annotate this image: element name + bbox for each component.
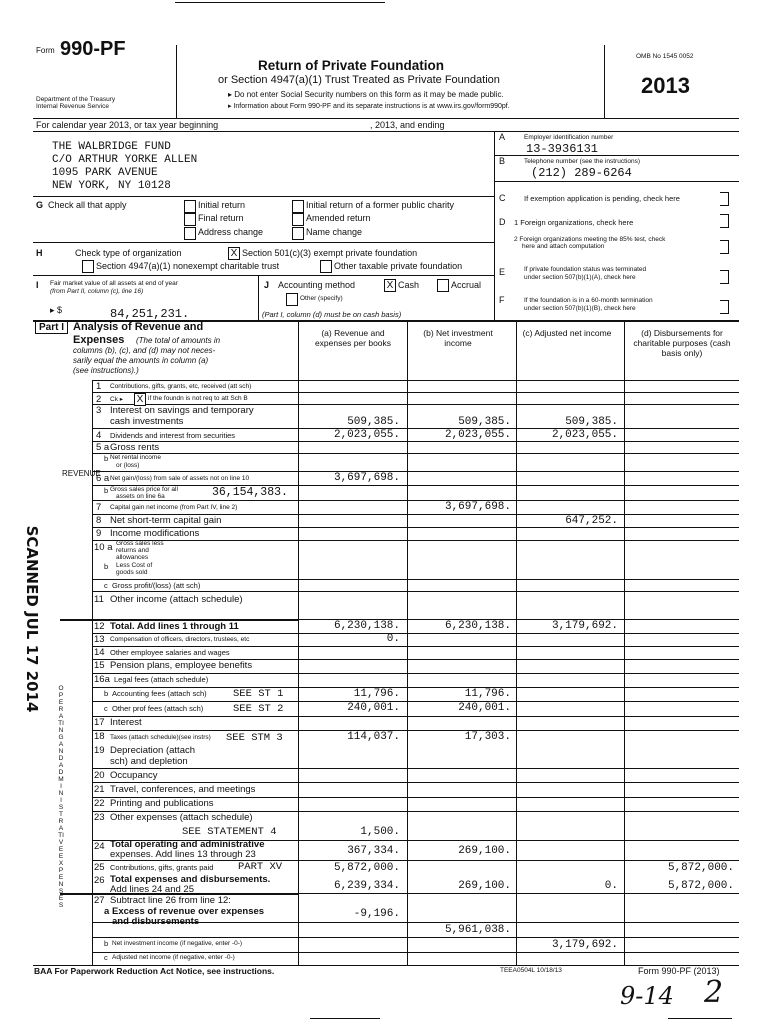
line-8: Net short-term capital gain [110, 515, 222, 526]
amount-a27a: -9,196. [353, 908, 400, 920]
col-b-header: (b) Net investment income [423, 328, 493, 348]
terminated-text2: under section 507(b)(1)(A), check here [524, 274, 636, 281]
line-5b2: or (loss) [116, 462, 140, 469]
amount-a16c: 240,001. [347, 702, 400, 714]
line-2-ck: Ck ▸ [110, 396, 124, 403]
label-h: H [36, 248, 43, 258]
line-27a2: and disbursements [112, 916, 200, 927]
amount-a23: 1,500. [360, 826, 400, 838]
line-1: Contributions, gifts, grants, etc, received (att sch) [110, 383, 252, 390]
line-6a: Net gain/(loss) from sale of assets not on line 10 [110, 475, 250, 482]
sixty-month-text2: under section 507(b)(1)(B), check here [524, 305, 636, 312]
fmv-text2: (from Part II, column (c), line 16) [50, 288, 144, 295]
line-17: Interest [110, 717, 142, 728]
line-10b-2: goods sold [116, 569, 148, 576]
line-10c: Gross profit/(loss) (att sch) [112, 581, 201, 590]
terminated-checkbox[interactable] [720, 270, 729, 284]
line-18: Taxes (attach schedule)(see instrs) [110, 734, 211, 741]
line-12: Total. Add lines 1 through 11 [110, 621, 239, 632]
line-19a: Depreciation (attach [110, 745, 196, 756]
line-22: Printing and publications [110, 798, 214, 809]
phone-label: Telephone number (see the instructions) [524, 158, 640, 165]
form-title: Return of Private Foundation [258, 58, 445, 73]
calendar-mid: , 2013, and ending [370, 120, 445, 130]
line-4: Dividends and interest from securities [110, 431, 236, 440]
line-24a: Total operating and administrative [110, 839, 265, 850]
line-20: Occupancy [110, 770, 158, 781]
foreign-85-text1: 2 Foreign organizations meeting the 85% test, check [514, 236, 666, 243]
line-6b2: assets on line 6a [116, 493, 165, 500]
cash-basis-note: (Part I, column (d) must be on cash basis) [262, 310, 402, 319]
amount-b27b: 5,961,038. [444, 924, 511, 936]
amount-c27c: 3,179,692. [551, 939, 618, 951]
amount-a4: 2,023,055. [333, 429, 400, 441]
tax-year: 2013 [641, 73, 690, 98]
dept-line2: Internal Revenue Service [36, 103, 109, 110]
former-public-charity-label: Initial return of a former public charity [306, 200, 455, 210]
foreign-85-text2: here and attach computation [522, 243, 605, 250]
line-16a: Legal fees (attach schedule) [114, 675, 209, 684]
form-number: 990-PF [60, 38, 126, 60]
label-j: J [264, 280, 270, 290]
scanned-stamp [20, 520, 42, 720]
label-e: E [499, 267, 506, 277]
gross-sales-amount: 36,154,383. [212, 486, 288, 499]
amount-a26: 6,239,334. [333, 880, 400, 892]
label-i: I [36, 280, 39, 290]
part-i-desc1: (The total of amounts in [136, 336, 221, 345]
fmv-text1: Fair market value of all assets at end of year [50, 280, 178, 287]
line-3b: cash investments [110, 416, 184, 427]
address-change-checkbox[interactable] [184, 227, 196, 240]
amount-a12: 6,230,138. [333, 620, 400, 632]
org-type-text: Check type of organization [75, 248, 182, 258]
amount-a24: 367,334. [347, 845, 400, 857]
footer-code: TEEA0504L 10/18/13 [500, 967, 562, 974]
amount-a16b: 11,796. [353, 688, 400, 700]
line-13: Compensation of officers, directors, trustees, etc [110, 636, 250, 643]
accrual-label: Accrual [451, 280, 482, 290]
name-change-label: Name change [306, 227, 363, 237]
other-taxable-checkbox[interactable] [320, 260, 332, 273]
amount-d26: 5,872,000. [667, 880, 734, 892]
cash-label: Cash [398, 280, 420, 290]
line-26a: Total expenses and disbursements. [110, 874, 271, 885]
line-23-ref: SEE STATEMENT 4 [182, 826, 277, 838]
notice-ssn: ▸ Do not enter Social Security numbers on this form as it may be made public. [228, 90, 504, 99]
amount-b24: 269,100. [458, 845, 511, 857]
part-i-desc3: sarily equal the amounts in column (a) [73, 356, 209, 365]
line-27: Subtract line 26 from line 12: [110, 895, 231, 906]
line-27a1: Excess of revenue over expenses [112, 906, 265, 917]
ein-value: 13-3936131 [526, 142, 599, 156]
notice-info: ▸ Information about Form 990-PF and its separate instructions is at www.irs.gov/form990pf. [228, 103, 510, 110]
amount-b3: 509,385. [458, 416, 511, 428]
schedule-b-checkbox[interactable]: X [134, 393, 146, 406]
amount-b18: 17,303. [464, 731, 511, 743]
line-7: Capital gain net income (from Part IV, line 2) [110, 504, 238, 511]
line-24b: expenses. Add lines 13 through 23 [110, 849, 256, 860]
line-23: Other expenses (attach schedule) [110, 812, 253, 823]
line-14: Other employee salaries and wages [110, 648, 230, 657]
check-all-text: Check all that apply [48, 200, 127, 210]
fmv-dollar: ▸ $ [50, 305, 63, 315]
amount-d25: 5,872,000. [667, 862, 734, 874]
exemption-pending-text: If exemption application is pending, check here [524, 194, 680, 203]
amended-return-checkbox[interactable] [292, 213, 304, 226]
label-d: D [499, 217, 506, 227]
line-10a-1: Gross sales less [116, 540, 164, 547]
nonexempt-trust-label: Section 4947(a)(1) nonexempt charitable trust [96, 261, 280, 271]
line-6b1: Gross sales price for all [110, 486, 178, 493]
label-c: C [499, 193, 506, 203]
other-method-checkbox[interactable] [286, 293, 298, 306]
amount-b7: 3,697,698. [444, 501, 511, 513]
col-d-header: (d) Disbursements for charitable purposes (cash basis only) [633, 328, 731, 358]
sixty-month-checkbox[interactable] [720, 300, 729, 314]
part-i-label: Part I [35, 321, 68, 334]
phone-value: (212) 289-6264 [531, 166, 632, 180]
initial-return-label: Initial return [198, 200, 246, 210]
line-26b: Add lines 24 and 25 [110, 884, 194, 895]
amount-a13: 0. [386, 633, 400, 645]
foreign-org-checkbox[interactable] [720, 214, 729, 228]
org-name-line1: THE WALBRIDGE FUND [52, 141, 171, 153]
line-5b1: Net rental income [110, 454, 161, 461]
amount-b4: 2,023,055. [444, 429, 511, 441]
amount-c4: 2,023,055. [551, 429, 618, 441]
amended-return-label: Amended return [306, 213, 371, 223]
line-3a: Interest on savings and temporary [110, 405, 254, 416]
terminated-text1: If private foundation status was terminated [524, 266, 647, 273]
org-address: 1095 PARK AVENUE [52, 167, 158, 179]
cash-checkbox[interactable]: X [384, 279, 396, 292]
nonexempt-trust-checkbox[interactable] [82, 260, 94, 273]
line-10a-3: allowances [116, 554, 149, 561]
part-i-desc2: columns (b), (c), and (d) may not neces- [73, 346, 216, 355]
line-15: Pension plans, employee benefits [110, 660, 253, 671]
line-25: Contributions, gifts, grants paid [110, 863, 214, 872]
handwritten-date: 9-14 [620, 982, 674, 1010]
line-10b-1: Less Cost of [116, 562, 153, 569]
label-b: B [499, 156, 506, 166]
accounting-method-text: Accounting method [278, 280, 356, 290]
col-a-header: (a) Revenue and expenses per books [314, 328, 392, 348]
dept-line1: Department of the Treasury [36, 96, 116, 103]
label-f: F [499, 295, 505, 305]
ein-label: Employer identification number [524, 134, 614, 141]
form-word: Form [36, 46, 55, 55]
form-subtitle: or Section 4947(a)(1) Trust Treated as Private Foundation [218, 74, 500, 86]
org-city: NEW YORK, NY 10128 [52, 180, 171, 192]
omb-number: OMB No 1545 0052 [636, 53, 694, 60]
fmv-value: 84,251,231. [110, 307, 190, 321]
name-change-checkbox[interactable] [292, 227, 304, 240]
amount-a25: 5,872,000. [333, 862, 400, 874]
line-9: Income modifications [110, 528, 200, 539]
amount-b16b: 11,796. [464, 688, 511, 700]
col-c-header: (c) Adjusted net income [522, 328, 612, 338]
foreign-85-checkbox[interactable] [720, 240, 729, 254]
part-i-title: Analysis of Revenue and [73, 321, 204, 333]
part-i-title2: Expenses [73, 334, 125, 346]
line-16b-ref: SEE ST 1 [233, 688, 284, 700]
final-return-label: Final return [198, 213, 244, 223]
line-18-ref: SEE STM 3 [226, 732, 283, 744]
amount-c3: 509,385. [565, 416, 618, 428]
line-10a-2: returns and [116, 547, 149, 554]
amount-b26: 269,100. [458, 880, 511, 892]
part-i-desc4: (see instructions).) [73, 366, 139, 375]
line-16b: Accounting fees (attach sch) [112, 689, 207, 698]
handwritten-page-number: 2 [704, 975, 724, 1010]
amount-b12: 6,230,138. [444, 620, 511, 632]
expenses-side-label: OPERATING AND ADMINISTRATIVE EXPENSES [58, 685, 64, 909]
label-a: A [499, 132, 506, 142]
line-25-ref: PART XV [238, 861, 283, 873]
line-16c: Other prof fees (attach sch) [112, 704, 204, 713]
amount-c26: 0. [604, 880, 618, 892]
line-19b: sch) and depletion [110, 756, 188, 767]
amount-b16c: 240,001. [458, 702, 511, 714]
amount-a3: 509,385. [347, 416, 400, 428]
initial-return-checkbox[interactable] [184, 200, 196, 213]
line-21: Travel, conferences, and meetings [110, 784, 256, 795]
line-27b: Net investment income (if negative, enter -0-) [112, 940, 243, 947]
amount-c12: 3,179,692. [551, 620, 618, 632]
footer-form-ref: Form 990-PF (2013) [638, 966, 720, 976]
org-name-line2: C/O ARTHUR YORKE ALLEN [52, 154, 198, 166]
former-public-charity-checkbox[interactable] [292, 200, 304, 213]
other-method-label: Other (specify) [300, 295, 343, 302]
address-change-label: Address change [198, 227, 264, 237]
amount-a18: 114,037. [347, 731, 400, 743]
amount-a6: 3,697,698. [333, 472, 400, 484]
revenue-side-label: REVENUE [62, 469, 101, 478]
other-taxable-label: Other taxable private foundation [334, 261, 463, 271]
amount-c8: 647,252. [565, 515, 618, 527]
line-5a: Gross rents [110, 442, 160, 453]
sixty-month-text1: If the foundation is in a 60-month termination [524, 297, 653, 304]
exemption-pending-checkbox[interactable] [720, 192, 729, 206]
line-11: Other income (attach schedule) [110, 594, 243, 605]
final-return-checkbox[interactable] [184, 213, 196, 226]
foreign-org-text: 1 Foreign organizations, check here [514, 218, 634, 227]
line-16c-ref: SEE ST 2 [233, 703, 284, 715]
exempt-501c3-checkbox[interactable]: X [228, 247, 240, 260]
label-g: G [36, 200, 44, 210]
exempt-501c3-label: Section 501(c)(3) exempt private foundation [242, 248, 418, 258]
scanned-stamp-text: SCANNED JUL 17 2014 [23, 525, 41, 713]
line-2-text: if the foundn is not req to att Sch B [148, 395, 248, 402]
accrual-checkbox[interactable] [437, 279, 449, 292]
footer-baa: BAA For Paperwork Reduction Act Notice, see instructions. [34, 966, 275, 976]
line-27c: Adjusted net income (if negative, enter -0-) [112, 954, 235, 961]
calendar-line: For calendar year 2013, or tax year beginning [36, 120, 219, 130]
